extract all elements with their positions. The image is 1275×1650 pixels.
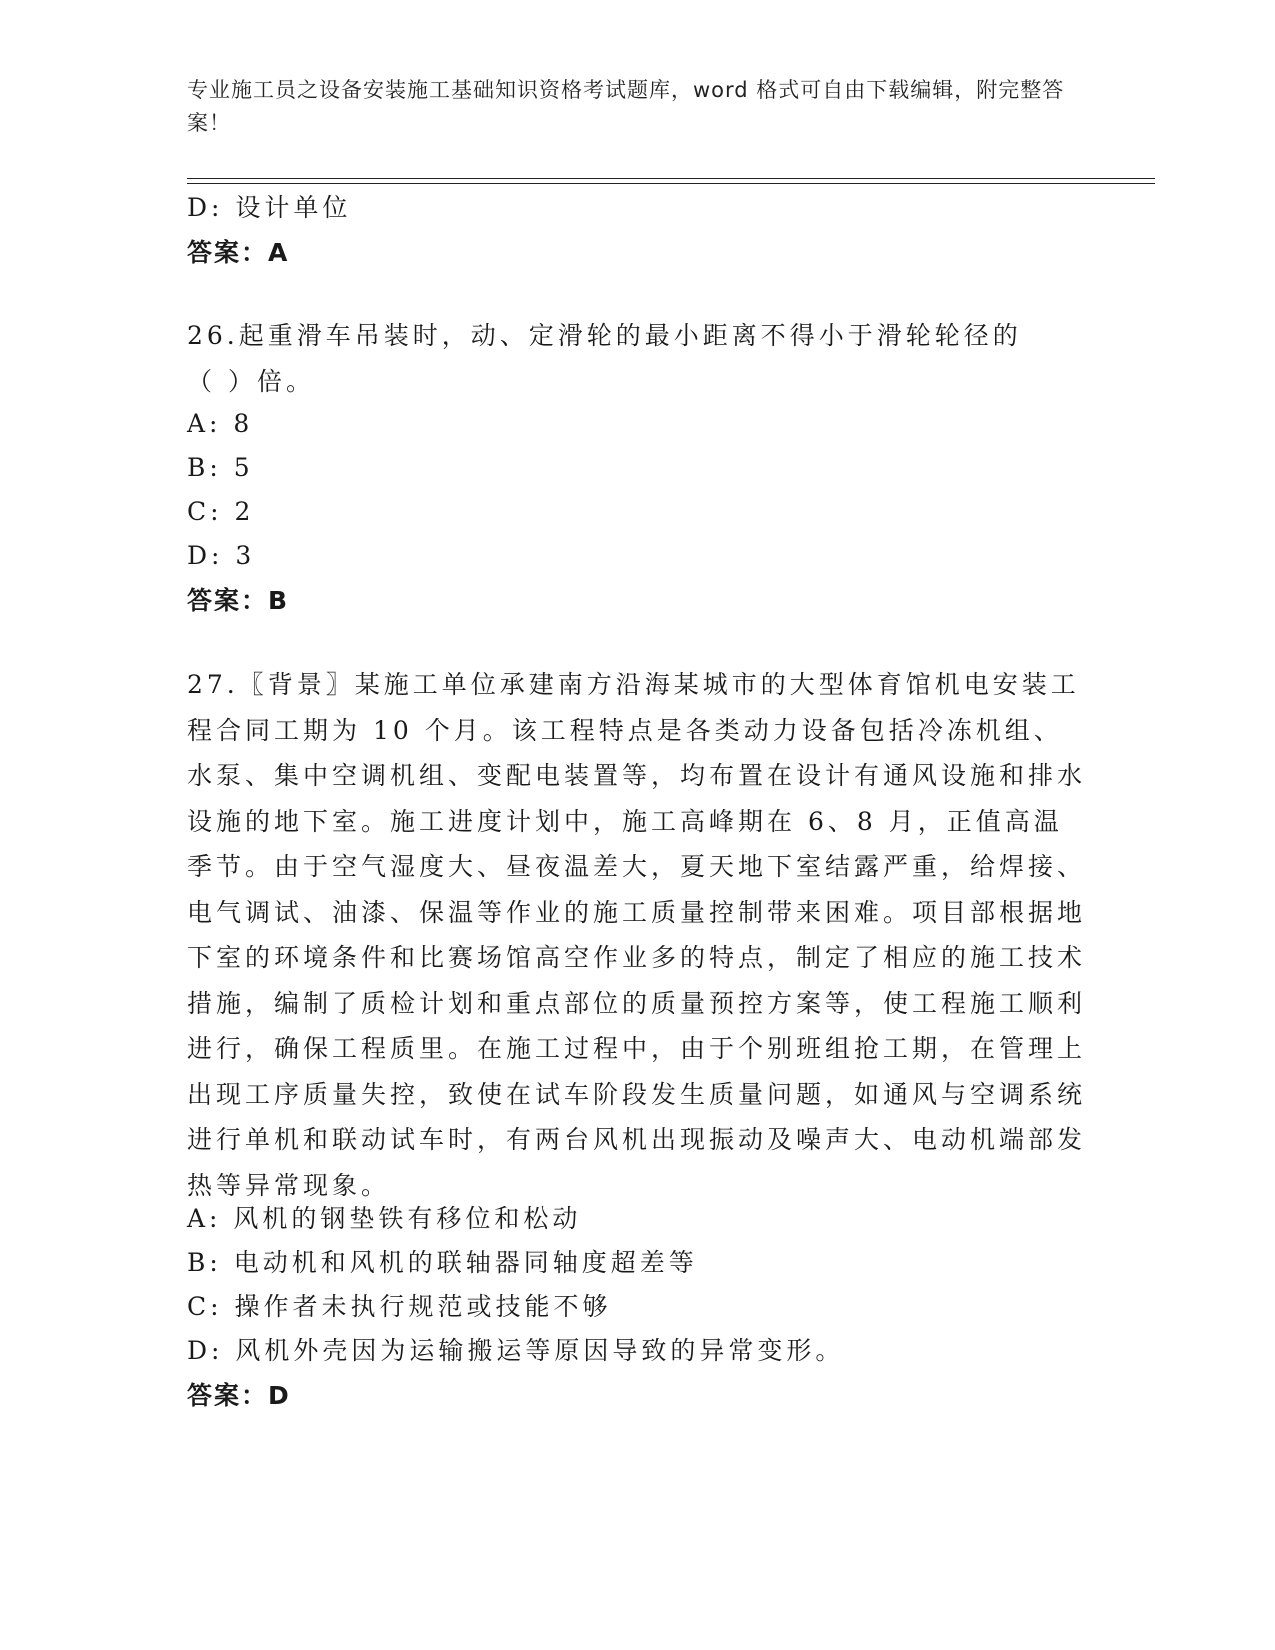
q27-option-c: C: 操作者未执行规范或技能不够 xyxy=(187,1292,612,1321)
q26-option-c: C: 2 xyxy=(187,497,255,526)
prev-option-d: D: 设计单位 xyxy=(187,193,352,222)
q26-option-b: B: 5 xyxy=(187,453,254,482)
q27-stem: 27.〖背景〗某施工单位承建南方沿海某城市的大型体育馆机电安装工程合同工期为 10 个月。该工程特点是各类动力设备包括冷冻机组、水泵、集中空调机组、变配电装置等，均布置在设计有通风设施和排水设施的地下室。施工进度计划中，施工高峰期在 6、8 月，正值高温季节。由于空气湿度大、昼夜温差大，夏天地下室结露严重，给焊接、电气调试、油漆、保温等作业的施工质量控制带来困难。项目部根据地下室的环境条件和比赛场馆高空作业多的特点，制定了相应的施工技术措施，编制了质检计划和重点部位的质量预控方案等，使工程施工顺利进行，确保工程质里。在施工过程中，由于个别班组抢工期，在管理上出现工序质量失控，致使在试车阶段发生质量问题，如通风与空调系统进行单机和联动试车时，有两台风机出现振动及噪声大、电动机端部发热等异常现象。 xyxy=(187,670,1087,1200)
q27-option-a: A: 风机的钢垫铁有移位和松动 xyxy=(187,1204,582,1233)
q27-answer: 答案：D xyxy=(187,1381,291,1410)
header-divider-bottom xyxy=(187,183,1155,184)
page-header: 专业施工员之设备安装施工基础知识资格考试题库，word 格式可自由下载编辑，附完整答案！ xyxy=(187,78,1065,135)
q26-option-a: A: 8 xyxy=(187,409,254,438)
q27-option-d: D: 风机外壳因为运输搬运等原因导致的异常变形。 xyxy=(187,1336,845,1365)
q26-answer: 答案：B xyxy=(187,586,290,615)
q26-stem: 26.起重滑车吊装时，动、定滑轮的最小距离不得小于滑轮轮径的（ ）倍。 xyxy=(187,321,1022,396)
prev-answer: 答案：A xyxy=(187,238,290,267)
q26-option-d: D: 3 xyxy=(187,541,256,570)
header-divider-top xyxy=(187,178,1155,179)
q27-option-b: B: 电动机和风机的联轴器同轴度超差等 xyxy=(187,1248,698,1277)
